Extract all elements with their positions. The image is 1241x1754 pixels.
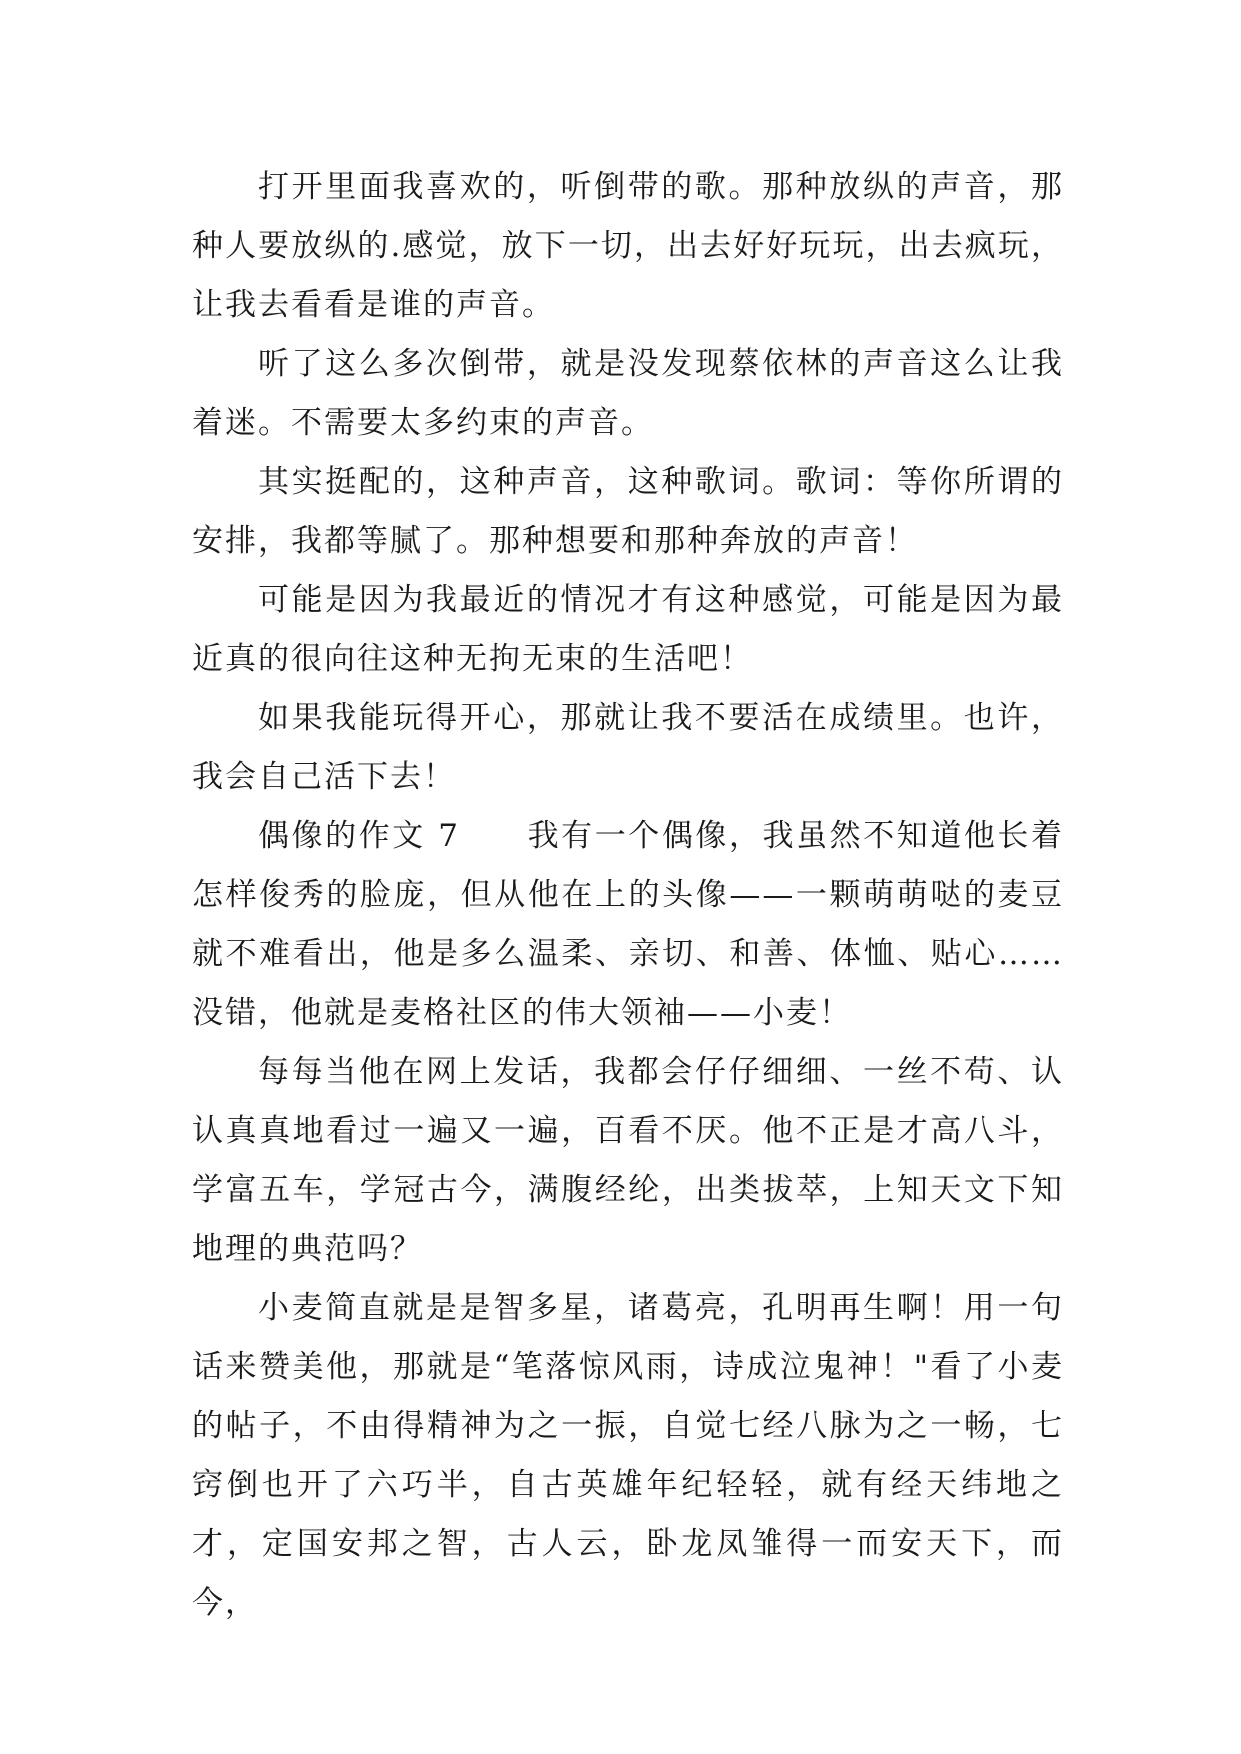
paragraph-8: 小麦简直就是是智多星，诸葛亮，孔明再生啊！用一句话来赞美他，那就是“笔落惊风雨，诗成泣鬼神！"看了小麦的帖子，不由得精神为之一振，自觉七经八脉为之一畅，七窍倒也开了六巧半，自古英雄年纪轻轻，就有经天纬地之才，定国安邦之智，古人云，卧龙凤雏得一而安天下，而今， xyxy=(192,1290,1064,1621)
article-body xyxy=(192,158,1064,1633)
paragraph-5: 如果我能玩得开心，那就让我不要活在成绩里。也许，我会自己活下去！ xyxy=(192,700,1064,795)
paragraph-3: 其实挺配的，这种声音，这种歌词。歌词：等你所谓的安排，我都等腻了。那种想要和那种奔放的声音！ xyxy=(192,464,1064,559)
paragraph-4: 可能是因为我最近的情况才有这种感觉，可能是因为最近真的很向往这种无拘无束的生活吧！ xyxy=(192,582,1064,677)
paragraph-2: 听了这么多次倒带，就是没发现蔡依林的声音这么让我着迷。不需要太多约束的声音。 xyxy=(192,346,1064,441)
paragraph-6: 偶像的作文 7 我有一个偶像，我虽然不知道他长着怎样俊秀的脸庞，但从他在上的头像——一颗萌萌哒的麦豆就不难看出，他是多么温柔、亲切、和善、体恤、贴心……没错，他就是麦格社区的伟大领袖——小麦！ xyxy=(192,818,1064,1031)
paragraph-1: 打开里面我喜欢的，听倒带的歌。那种放纵的声音，那种人要放纵的.感觉，放下一切，出去好好玩玩，出去疯玩，让我去看看是谁的声音。 xyxy=(192,169,1064,323)
paragraph-7: 每每当他在网上发话，我都会仔仔细细、一丝不苟、认认真真地看过一遍又一遍，百看不厌。他不正是才高八斗，学富五车，学冠古今，满腹经纶，出类拔萃，上知天文下知地理的典范吗？ xyxy=(192,1054,1064,1267)
